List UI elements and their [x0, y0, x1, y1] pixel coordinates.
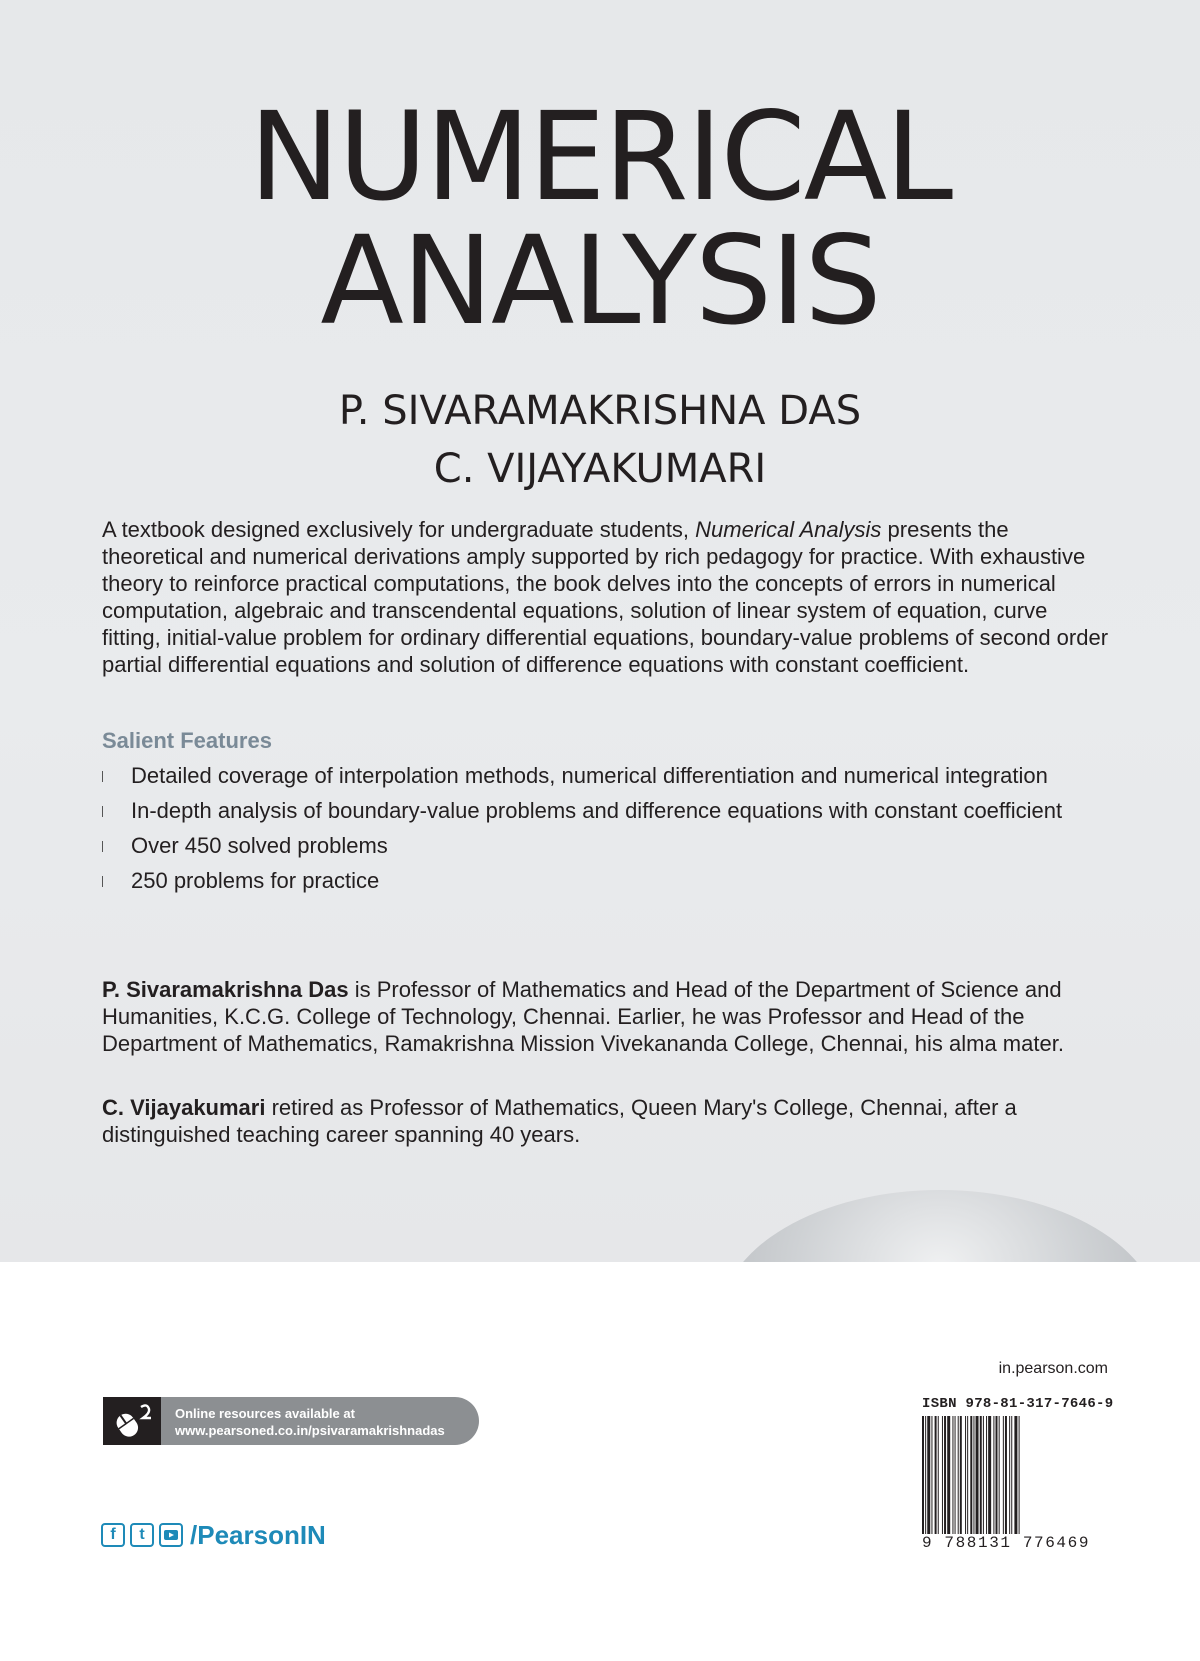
feature-text: 250 problems for practice — [131, 868, 380, 893]
barcode-bar — [944, 1416, 946, 1534]
barcode-bar — [947, 1416, 950, 1534]
feature-item — [102, 832, 1102, 859]
barcode-bar — [955, 1416, 956, 1534]
feature-text: Over 450 solved problems — [131, 833, 388, 858]
social-links — [101, 1520, 326, 1550]
description-text-1: A textbook designed exclusively for undergraduate students, — [102, 517, 696, 542]
barcode-bar — [980, 1416, 982, 1534]
feature-item — [102, 762, 1102, 789]
barcode-bar — [1019, 1416, 1020, 1534]
barcode-bar — [970, 1416, 972, 1534]
barcode-bar — [938, 1416, 939, 1534]
barcode-bar — [935, 1416, 937, 1534]
bio-text: retired as Professor of Mathematics, Queen Mary's College, Chennai, after a distinguished teaching career spanning 40 years. — [102, 1095, 1017, 1147]
barcode-bar — [931, 1416, 932, 1534]
barcode-bar — [988, 1416, 991, 1534]
author-bio-1 — [102, 976, 1112, 1057]
barcode-bar — [996, 1416, 998, 1534]
resources-url[interactable]: www.pearsoned.co.in/psivaramakrishnadas — [175, 1423, 445, 1438]
bio-name: C. Vijayakumari — [102, 1095, 266, 1120]
barcode-bar — [942, 1416, 943, 1534]
barcode — [922, 1416, 1108, 1534]
bio-text: is Professor of Mathematics and Head of the Department of Science and Humanities, K.C.G. College of Technology, Chennai. Earlier, he was Professor and Head of the Department of Mathematics, Ramakrishna Mission Vivekananda College, Chennai, his alma mater. — [102, 977, 1064, 1056]
title-line-1: NUMERICAL — [248, 86, 952, 228]
feature-item — [102, 797, 1102, 824]
features-list — [102, 762, 1102, 902]
youtube-icon[interactable] — [159, 1523, 183, 1547]
bullet-icon — [102, 841, 103, 852]
author-2: C. VIJAYAKUMARI — [433, 446, 767, 492]
description-text-2: presents the theoretical and numerical derivations amply supported by rich pedagogy for practice. With exhaustive theory to reinforce practical computations, the book delves into the concepts of errors in numerical computation, algebraic and transcendental equations, solution of linear system of equation, curve fitting, initial-value problem for ordinary differential equations, boundary-value problems of second order partial differential equations and solution of difference equations with constant coefficient. — [102, 517, 1109, 677]
barcode-bar — [993, 1416, 994, 1534]
barcode-bar — [1003, 1416, 1004, 1534]
feature-text: In-depth analysis of boundary-value problems and difference equations with constant coefficient — [131, 798, 1063, 823]
facebook-icon[interactable]: f — [101, 1523, 125, 1547]
barcode-bar — [925, 1416, 926, 1534]
barcode-bar — [1005, 1416, 1007, 1534]
barcode-bar — [1011, 1416, 1012, 1534]
social-handle[interactable]: /PearsonIN — [190, 1519, 326, 1550]
barcode-bar — [927, 1416, 930, 1534]
bullet-icon — [102, 876, 103, 887]
barcode-bar — [973, 1416, 974, 1534]
author-1: P. SIVARAMAKRISHNA DAS — [338, 388, 862, 434]
decorative-globe — [720, 1190, 1160, 1262]
barcode-digits: 9 788131 776469 — [922, 1534, 1091, 1552]
publisher-website[interactable]: in.pearson.com — [998, 1360, 1108, 1377]
barcode-bar — [960, 1416, 962, 1534]
isbn-number: ISBN 978-81-317-7646-9 — [922, 1396, 1114, 1412]
barcode-bar — [983, 1416, 984, 1534]
barcode-bar — [922, 1416, 924, 1534]
feature-item — [102, 867, 1102, 894]
barcode-bar — [1014, 1416, 1017, 1534]
book-description — [102, 516, 1112, 678]
bullet-icon — [102, 806, 103, 817]
barcode-bar — [952, 1416, 953, 1534]
book-title — [0, 86, 1200, 352]
bio-name: P. Sivaramakrishna Das — [102, 977, 349, 1002]
resources-line-1: Online resources available at — [175, 1406, 355, 1421]
barcode-bar — [958, 1416, 959, 1534]
twitter-icon[interactable]: t — [130, 1523, 154, 1547]
title-line-2: ANALYSIS — [320, 210, 880, 352]
author-bio-2 — [102, 1094, 1112, 1148]
features-heading: Salient Features — [102, 728, 272, 753]
resources-text — [175, 1405, 445, 1439]
mouse-icon — [103, 1397, 161, 1445]
feature-text: Detailed coverage of interpolation methods, numerical differentiation and numerical integration — [131, 763, 1048, 788]
barcode-bar — [1009, 1416, 1010, 1534]
bullet-icon — [102, 771, 103, 782]
barcode-bar — [999, 1416, 1000, 1534]
online-resources-banner[interactable] — [103, 1397, 479, 1445]
barcode-bar — [976, 1416, 979, 1534]
description-italic-title: Numerical Analysis — [695, 517, 882, 542]
barcode-bar — [986, 1416, 987, 1534]
barcode-bar — [965, 1416, 966, 1534]
barcode-bar — [967, 1416, 968, 1534]
authors — [0, 382, 1200, 498]
